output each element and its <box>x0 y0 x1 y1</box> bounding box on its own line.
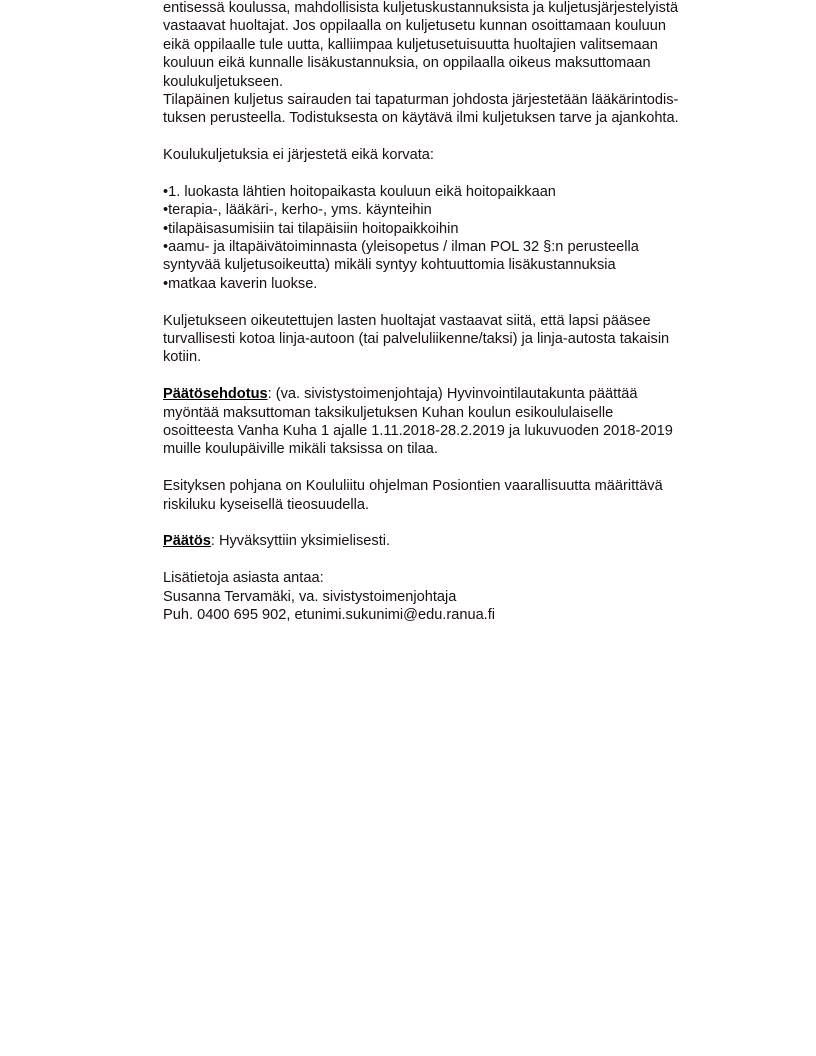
text-line: Tilapäinen kuljetus sairauden tai tapaturman johdosta järjestetään lääkärintodis- <box>163 91 679 108</box>
text-line: riskiluku kyseisellä tieosuudella. <box>163 496 370 513</box>
text-line: Lisätietoja asiasta antaa: <box>163 570 324 587</box>
text-line: osoitteesta Vanha Kuha 1 ajalle 1.11.2018-28.2.2019 ja lukuvuoden 2018-2019 <box>163 422 673 439</box>
decision-label: Päätös <box>163 533 211 550</box>
list-item: •1. luokasta lähtien hoitopaikasta kouluun eikä hoitopaikkaan <box>163 183 556 200</box>
guardians-paragraph <box>163 312 763 367</box>
document-body <box>163 0 763 624</box>
text-line: koulukuljetukseen. <box>163 73 284 90</box>
proposal-label: Päätösehdotus <box>163 386 268 403</box>
list-item: •tilapäisasumisiin tai tilapäisiin hoitopaikkoihin <box>163 220 459 237</box>
proposal-text: : (va. sivistystoimenjohtaja) Hyvinvointilautakunta päättää <box>267 386 638 403</box>
contact-info <box>163 569 763 624</box>
text-line: tuksen perusteella. Todistuksesta on käytävä ilmi kuljetuksen tarve ja ajankohta. <box>163 110 679 127</box>
text-line: Susanna Tervamäki, va. sivistystoimenjohtaja <box>163 588 457 605</box>
list-item: •terapia-, lääkäri-, kerho-, yms. käynteihin <box>163 202 432 219</box>
text-line: Puh. 0400 695 902, etunimi.sukunimi@edu.ranua.fi <box>163 606 496 623</box>
list-item: •matkaa kaverin luokse. <box>163 275 318 292</box>
text-line: kotiin. <box>163 349 202 366</box>
basis-paragraph <box>163 477 763 514</box>
text-line: Esityksen pohjana on Koululiitu ohjelman Posiontien vaarallisuutta määrittävä <box>163 478 663 495</box>
transport-paragraph <box>163 0 763 128</box>
text-line <box>163 385 763 403</box>
text-line: eikä oppilaalle tule uutta, kalliimpaa kuljetusetuisuutta huoltajien valitsemaan <box>163 36 658 53</box>
not-arranged-intro: Koulukuljetuksia ei järjestetä eikä korvata: <box>163 147 434 164</box>
bullet-list <box>163 183 763 293</box>
list-item: syntyvää kuljetusoikeutta) mikäli syntyy kohtuuttomia lisäkustannuksia <box>163 257 616 274</box>
text-line: entisessä koulussa, mahdollisista kuljetuskustannuksista ja kuljetusjärjestelyistä <box>163 0 679 16</box>
text-line: myöntää maksuttoman taksikuljetuksen Kuhan koulun esikoululaiselle <box>163 404 614 421</box>
text-line: vastaavat huoltajat. Jos oppilaalla on kuljetusetu kunnan osoittamaan kouluun <box>163 18 667 35</box>
list-item: •aamu- ja iltapäivätoiminnasta (yleisopetus / ilman POL 32 §:n perusteella <box>163 239 639 256</box>
text-line: muille koulupäiville mikäli taksissa on tilaa. <box>163 441 438 458</box>
text-line: kouluun eikä kunnalle lisäkustannuksia, on oppilaalla oikeus maksuttomaan <box>163 55 651 72</box>
decision <box>163 532 763 550</box>
text-line: Kuljetukseen oikeutettujen lasten huoltajat vastaavat siitä, että lapsi pääsee <box>163 312 651 329</box>
text-line: turvallisesti kotoa linja-autoon (tai palveluliikenne/taksi) ja linja-autosta takaisin <box>163 331 670 348</box>
decision-text: : Hyväksyttiin yksimielisesti. <box>210 533 391 550</box>
decision-proposal <box>163 385 763 459</box>
